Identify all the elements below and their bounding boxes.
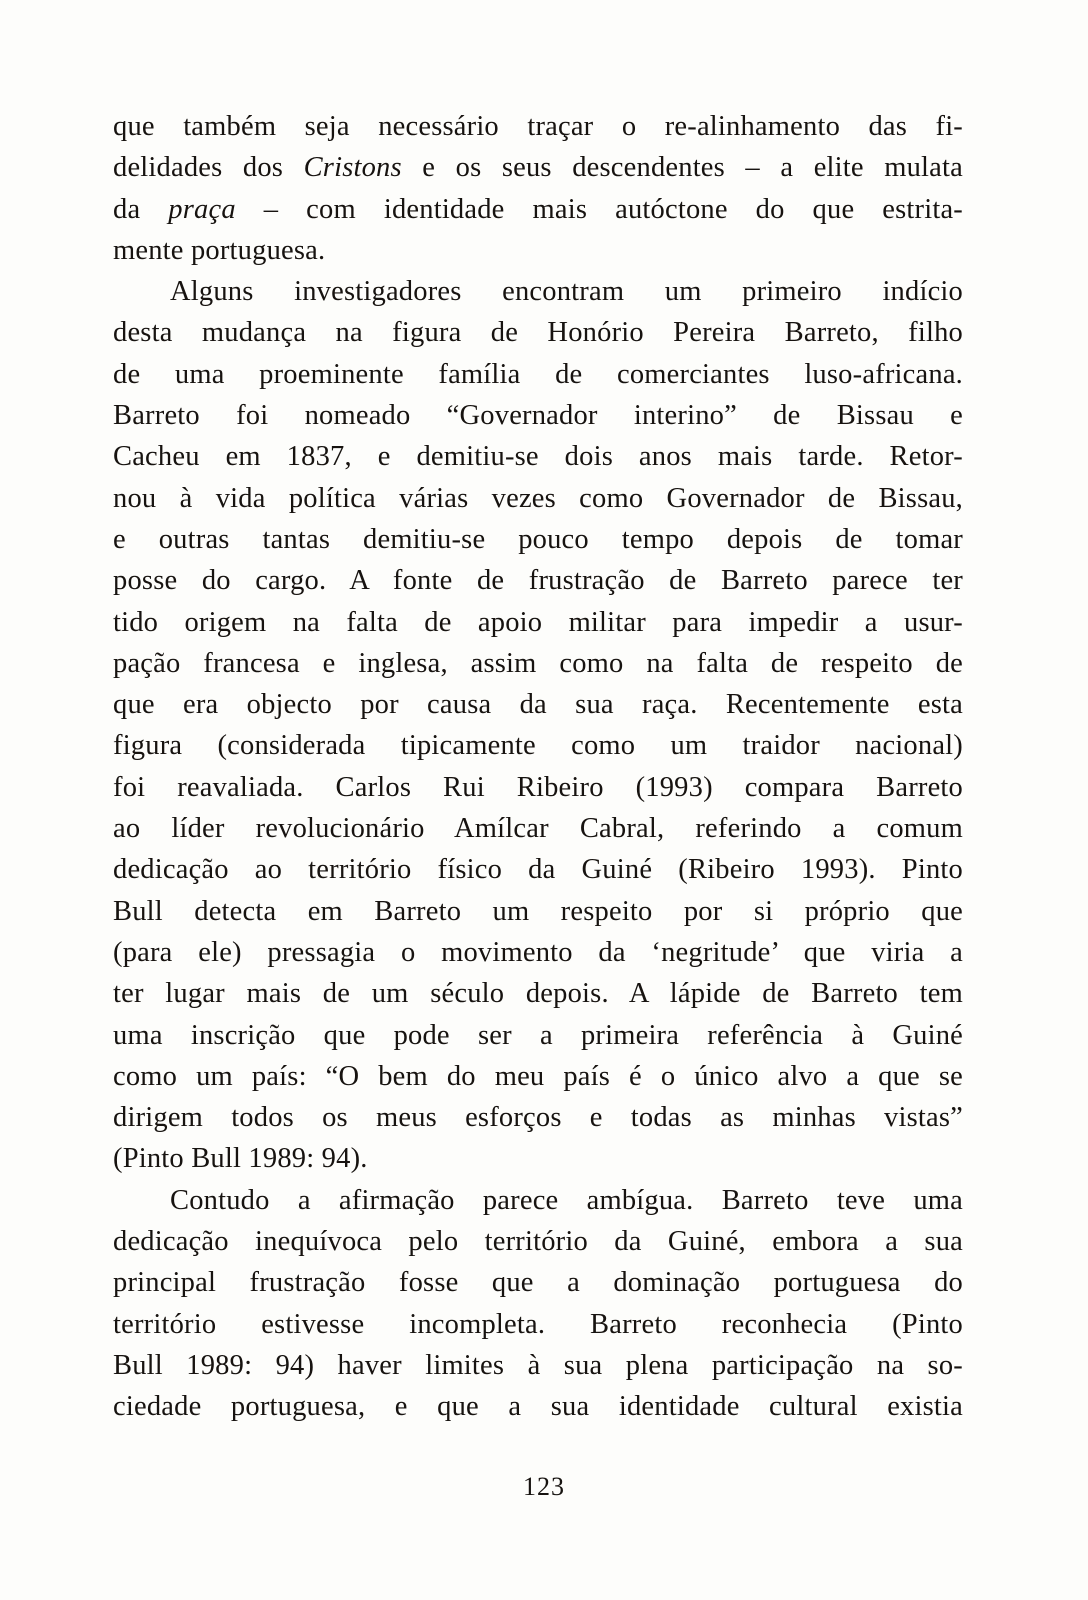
text-segment: como um país: “O bem do meu país é o único alvo a que se — [113, 1060, 963, 1092]
text-segment: (para ele) pressagia o movimento da ‘negritude’ que viria a — [113, 936, 963, 968]
text-line — [113, 602, 963, 643]
text-line — [113, 230, 963, 271]
text-line — [113, 1097, 963, 1138]
text-segment: da — [113, 193, 169, 225]
text-line — [113, 973, 963, 1014]
text-segment: pação francesa e inglesa, assim como na falta de respeito de — [113, 647, 963, 679]
text-line — [113, 436, 963, 477]
text-segment: Bull 1989: 94) haver limites à sua plena participação na so- — [113, 1349, 963, 1381]
text-segment: Contudo a afirmação parece ambígua. Barreto teve uma — [170, 1184, 963, 1216]
text-line — [113, 1345, 963, 1386]
text-line — [113, 560, 963, 601]
text-segment: que também seja necessário traçar o re-alinhamento das fi- — [113, 111, 963, 142]
text-segment: Alguns investigadores encontram um primeiro indício — [170, 276, 963, 308]
text-line — [113, 1304, 963, 1345]
text-line — [113, 478, 963, 519]
text-segment: ao líder revolucionário Amílcar Cabral, referindo a comum — [113, 813, 963, 845]
text-line — [113, 891, 963, 932]
text-line — [113, 767, 963, 808]
text-segment: tido origem na falta de apoio militar para impedir a usur- — [113, 606, 963, 638]
text-line — [113, 1180, 963, 1221]
text-segment: dedicação inequívoca pelo território da Guiné, embora a sua — [113, 1226, 963, 1258]
text-line — [113, 643, 963, 684]
text-line — [113, 147, 963, 188]
text-line — [113, 1056, 963, 1097]
text-segment: Cacheu em 1837, e demitiu-se dois anos mais tarde. Retor- — [113, 441, 963, 473]
text-block — [113, 106, 963, 1428]
text-segment: principal frustração fosse que a dominação portuguesa do — [113, 1267, 963, 1299]
text-segment: que era objecto por causa da sua raça. Recentemente esta — [113, 689, 963, 721]
text-segment: figura (considerada tipicamente como um traidor nacional) — [113, 730, 963, 762]
text-line — [113, 189, 963, 230]
text-line — [113, 1386, 963, 1427]
text-segment: e outras tantas demitiu-se pouco tempo depois de tomar — [113, 523, 963, 555]
text-line — [113, 1221, 963, 1262]
text-line — [113, 1262, 963, 1303]
text-segment: desta mudança na figura de Honório Pereira Barreto, filho — [113, 317, 963, 349]
text-segment: dedicação ao território físico da Guiné (Ribeiro 1993). Pinto — [113, 854, 963, 886]
text-segment: território estivesse incompleta. Barreto reconhecia (Pinto — [113, 1308, 963, 1340]
text-segment: mente portuguesa. — [113, 234, 326, 266]
text-segment: de uma proeminente família de comerciantes luso-africana. — [113, 358, 963, 390]
text-segment: ciedade portuguesa, e que a sua identidade cultural existia — [113, 1391, 963, 1423]
page-number: 123 — [523, 1472, 565, 1501]
text-segment: foi reavaliada. Carlos Rui Ribeiro (1993) compara Barreto — [113, 771, 963, 803]
text-line — [113, 519, 963, 560]
text-segment: e os seus descendentes – a elite mulata — [401, 152, 963, 184]
text-segment: Barreto foi nomeado “Governador interino” de Bissau e — [113, 400, 963, 432]
text-line — [113, 1138, 963, 1179]
text-line — [113, 808, 963, 849]
italic-text-segment: Cristons — [303, 152, 402, 184]
text-segment: Bull detecta em Barreto um respeito por si próprio que — [113, 895, 963, 927]
text-segment: ter lugar mais de um século depois. A lápide de Barreto tem — [113, 978, 963, 1010]
text-line — [113, 1015, 963, 1056]
text-line — [113, 106, 963, 147]
text-segment: posse do cargo. A fonte de frustração de Barreto parece ter — [113, 565, 963, 597]
text-segment: delidades dos — [113, 152, 304, 184]
text-line — [113, 932, 963, 973]
text-segment: nou à vida política várias vezes como Governador de Bissau, — [113, 482, 963, 514]
text-line — [113, 684, 963, 725]
text-line — [113, 395, 963, 436]
text-segment: – com identidade mais autóctone do que estrita- — [235, 193, 963, 225]
text-line — [113, 725, 963, 766]
text-segment: dirigem todos os meus esforços e todas as minhas vistas” — [113, 1102, 963, 1134]
text-segment: (Pinto Bull 1989: 94). — [113, 1143, 368, 1175]
italic-text-segment: praça — [168, 193, 236, 225]
text-line — [113, 271, 963, 312]
text-line — [113, 849, 963, 890]
text-line — [113, 354, 963, 395]
text-line — [113, 312, 963, 353]
text-segment: uma inscrição que pode ser a primeira referência à Guiné — [113, 1019, 963, 1051]
